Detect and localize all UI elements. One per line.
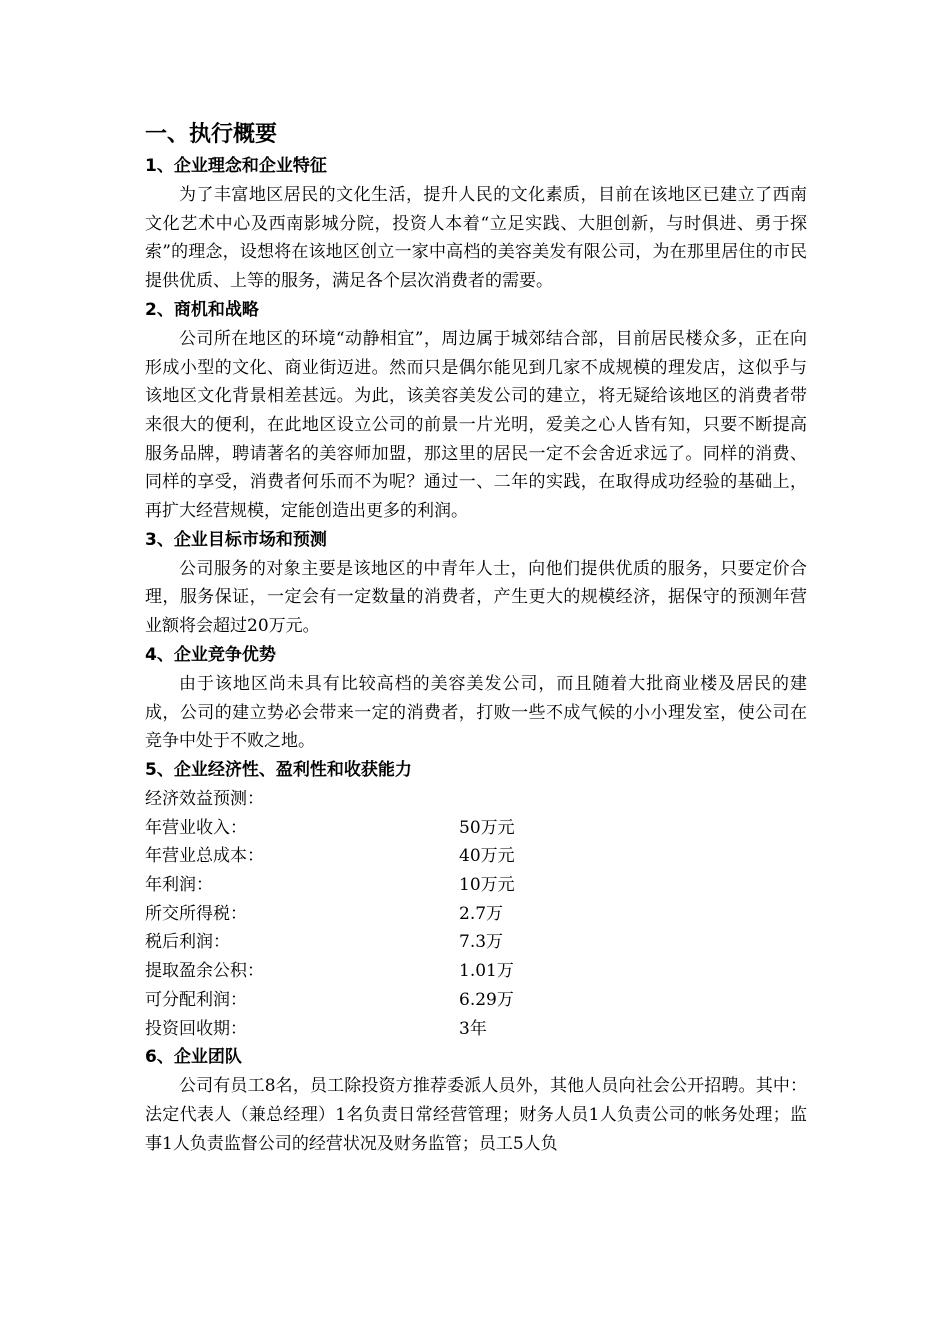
row-label: 投资回收期： [145,1018,247,1039]
table-row [145,928,659,957]
table-row [145,986,659,1015]
document-content [145,118,807,1158]
row-value: 2.7万 [459,903,504,924]
section-body-4: 由于该地区尚未具有比较高档的美容美发公司，而且随着大批商业楼及居民的建成，公司的建立势必会带来一定的消费者，打败一些不成气候的小小理发室，使公司在竞争中处于不败之地。 [145,673,807,752]
row-value: 10万元 [459,875,515,896]
section-heading-5: 5、企业经济性、盈利性和收获能力 [145,759,412,780]
section-heading-3: 3、企业目标市场和预测 [145,529,327,550]
row-value: 50万元 [459,817,515,838]
row-label: 所交所得税： [145,903,247,924]
row-value: 7.3万 [459,932,504,953]
table-row [145,871,659,900]
section-heading-2: 2、商机和战略 [145,299,259,320]
row-label: 可分配利润： [145,989,247,1010]
section-heading-4: 4、企业竞争优势 [145,644,276,665]
section-body-1: 为了丰富地区居民的文化生活，提升人民的文化素质，目前在该地区已建立了西南文化艺术中心及西南影城分院，投资人本着“立足实践、大胆创新，与时俱进、勇于探索”的理念，设想将在该地区创立一家中高档的美容美发有限公司，为在那里居住的市民提供优质、上等的服务，满足各个层次消费者的需要。 [145,185,807,292]
section-heading-6: 6、企业团队 [145,1047,242,1068]
section-body-6: 公司有员工8名，员工除投资方推荐委派人员外，其他人员向社会公开招聘。其中：法定代表人（兼总经理）1名负责日常经营管理；财务人员1人负责公司的帐务处理；监事1人负责监督公司的经营状况及财务监管；员工5人负 [145,1076,807,1154]
page-title: 一、执行概要 [145,122,278,147]
row-value: 1.01万 [459,961,514,982]
forecast-table [145,814,659,1044]
row-label: 提取盈余公积： [145,961,264,982]
section-heading-1: 1、企业理念和企业特征 [145,156,327,176]
row-value: 40万元 [459,846,515,867]
section-body-2: 公司所在地区的环境“动静相宜”，周边属于城郊结合部，目前居民楼众多，正在向形成小型的文化、商业街迈进。然而只是偶尔能见到几家不成规模的理发店，这似乎与该地区文化背景相差甚远。为此，该美容美发公司的建立，将无疑给该地区的消费者带来很大的便利，在此地区设立公司的前景一片光明，爱美之心人皆有知，只要不断提高服务品牌，聘请著名的美容师加盟，那这里的居民一定不会舍近求远了。同样的消费、同样的享受，消费者何乐而不为呢？通过一、二年的实践，在取得成功经验的基础上，再扩大经营规模，定能创造出更多的利润。 [145,328,807,522]
row-label: 税后利润： [145,932,230,953]
table-row [145,1015,659,1044]
table-row [145,842,659,871]
section-body-3: 公司服务的对象主要是该地区的中青年人士，向他们提供优质的服务，只要定价合理，服务保证，一定会有一定数量的消费者，产生更大的规模经济，据保守的预测年营业额将会超过20万元。 [145,558,807,637]
row-label: 年营业收入： [145,817,247,838]
row-label: 年营业总成本： [145,846,264,867]
table-row [145,900,659,929]
row-label: 年利润： [145,875,213,896]
table-row [145,957,659,986]
row-value: 6.29万 [459,989,514,1010]
row-value: 3年 [459,1018,487,1039]
table-row [145,814,659,843]
forecast-intro: 经济效益预测： [145,788,264,809]
